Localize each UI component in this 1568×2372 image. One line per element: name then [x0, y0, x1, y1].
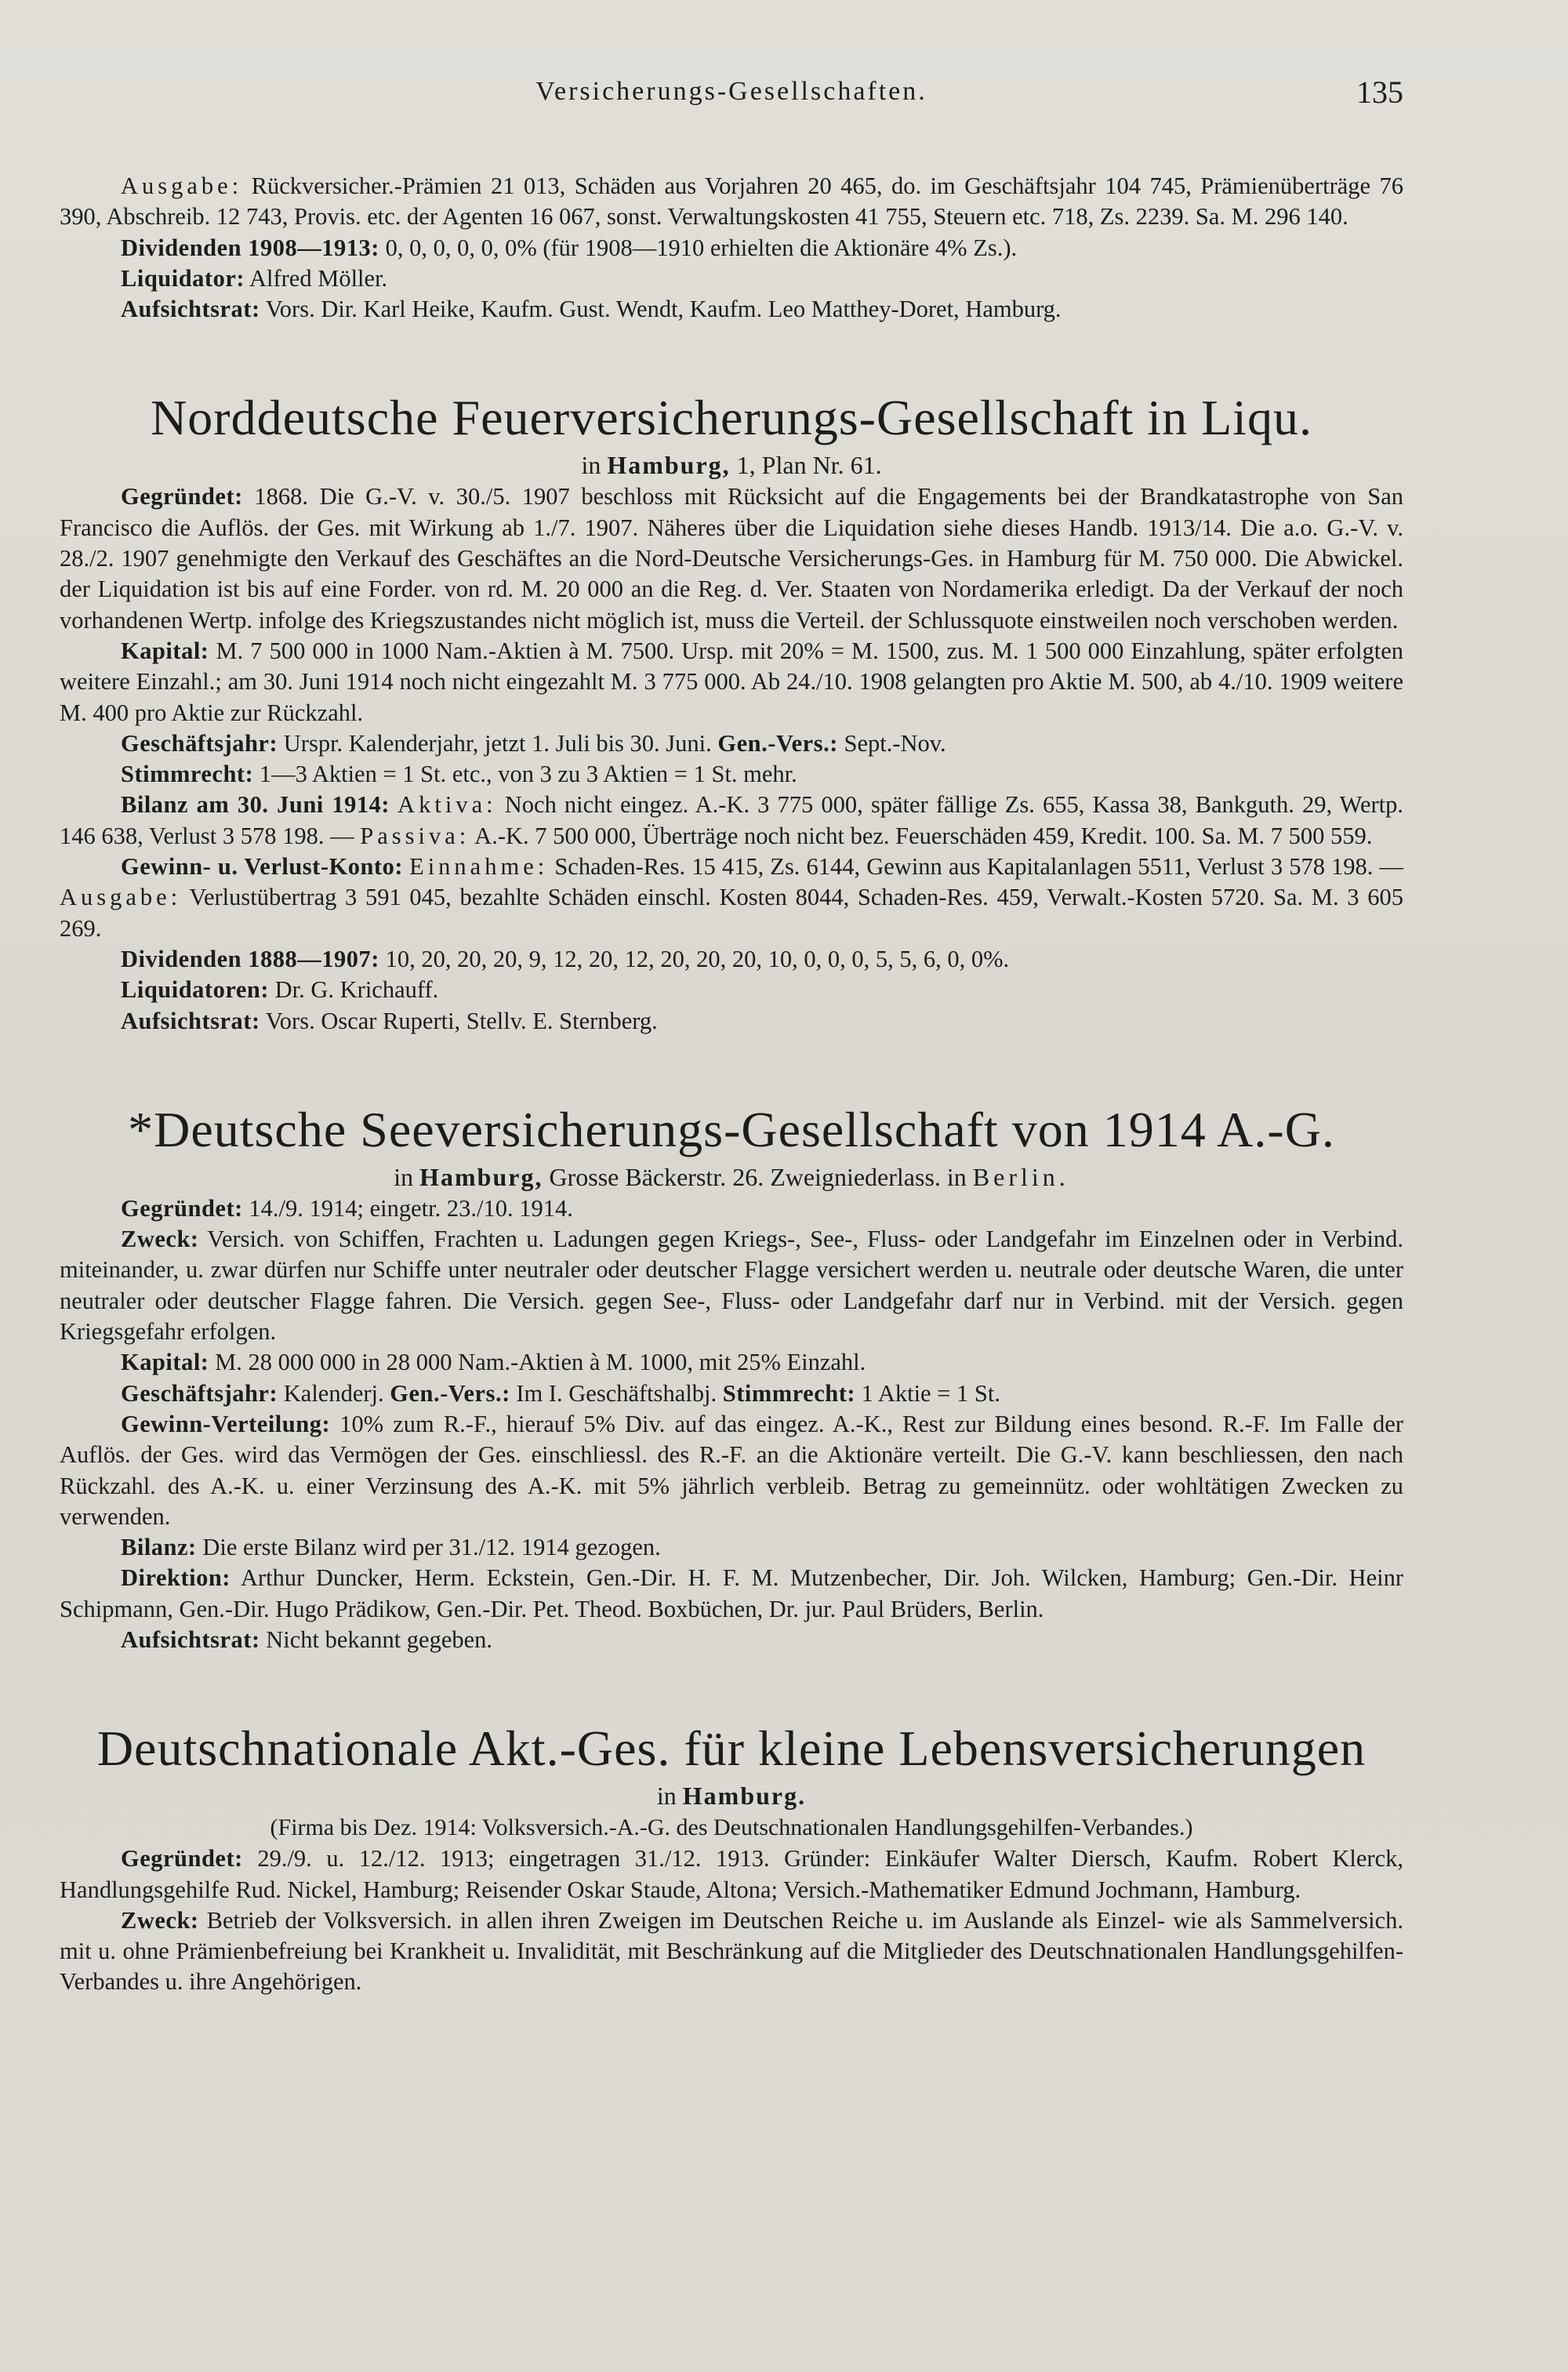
company-address: Grosse Bäckerstr. 26. — [549, 1162, 764, 1191]
gegruendet-text: 1868. Die G.-V. v. 30./5. 1907 beschloss mit Rücksicht auf die Engagements bei der Brandkatastrophe von San Francisco die Auflös. der Ges. mit Wirkung ab 1./7. 1907. Näheres über die Liquidation siehe dieses Handb. 1913/14. Die a.o. G.-V. v. 28./2. 1907 genehmigte den Verkauf des Geschäftes an die Nord-Deutsche Versicherungs-Ges. in Hamburg für M. 750 000. Die Abwickel. der Liquidation ist bis auf eine Forder. von rd. M. 20 000 an die Reg. d. Ver. Staaten von Nordamerika erledigt. Da der Verkauf der noch vorhandenen Wertp. infolge des Kriegszustandes nicht möglich ist, muss die Verteil. der Schlussquote einstweilen noch verschoben werden. — [60, 483, 1404, 634]
gewinnverteilung-paragraph — [60, 1409, 1403, 1532]
branch-city: Berlin. — [972, 1162, 1069, 1191]
aktiva-word: Aktiva: — [397, 791, 497, 819]
gegruendet-text: 14./9. 1914; eingetr. 23./10. 1914. — [249, 1194, 573, 1222]
bilanz-label: Bilanz: — [121, 1534, 197, 1561]
aufsichtsrat-label: Aufsichtsrat: — [121, 1007, 260, 1034]
liquidator-text: Alfred Möller. — [249, 264, 388, 292]
stimmrecht-text: 1 Aktie = 1 St. — [861, 1379, 1000, 1407]
dividenden-paragraph — [60, 233, 1403, 263]
passiva-text: A.-K. 7 500 000, Überträge noch nicht bez. Feuerschäden 459, Kredit. 100. Sa. M. 7 500 559. — [474, 822, 1373, 849]
guv-paragraph — [60, 852, 1403, 944]
geschaeftsjahr-paragraph — [60, 728, 1403, 759]
zweck-paragraph — [60, 1224, 1403, 1347]
former-name-note: (Firma bis Dez. 1914: Volksversich.-A.-G. des Deutschnationalen Handlungsgehilfen-Verbandes.) — [270, 1814, 1193, 1841]
stimmrecht-label: Stimmrecht: — [722, 1379, 856, 1407]
liquidator-label: Liquidator: — [121, 264, 245, 292]
liquidatoren-text: Dr. G. Krichauff. — [274, 976, 439, 1004]
dividenden-label: Dividenden 1908—1913: — [121, 234, 379, 261]
liquidatoren-paragraph — [60, 975, 1403, 1005]
gewinnverteilung-text: 10% zum R.-F., hierauf 5% Div. auf das eingez. A.-K., Rest zur Bildung eines besond. R.-F. Im Falle der Auflös. der Ges. wird das Vermögen der Ges. einschliessl. des R.-F. an die Aktionäre verteilt. Die G.-V. kann beschliessen, den nach Rückzahl. des A.-K. u. einer Verzinsung des A.-K. mit 5% jährlich verbleib. Betrag zu gemeinnütz. oder wohltätigen Zwecken zu verwenden. — [60, 1410, 1403, 1530]
liquidator-paragraph — [60, 263, 1403, 294]
location-prefix: in — [581, 451, 601, 480]
company-title: Norddeutsche Feuerversicherungs-Gesellschaft in Liqu. — [151, 390, 1312, 446]
location-prefix: in — [656, 1782, 677, 1811]
aufsichtsrat-paragraph — [60, 1006, 1403, 1037]
ausgabe-text: Verlustübertrag 3 591 045, bezahlte Schäden einschl. Kosten 8044, Schaden-Res. 459, Verwalt.-Kosten 5720. Sa. M. 3 605 269. — [60, 884, 1403, 942]
company-city: Hamburg, — [419, 1162, 543, 1191]
kapital-text: M. 7 500 000 in 1000 Nam.-Aktien à M. 7500. Ursp. mit 20% = M. 1500, zus. M. 1 500 000 Einzahlung, später erfolgten weitere Einzahl.; am 30. Juni 1914 noch nicht eingezahlt M. 3 775 000. Ab 24./10. 1908 gelangten pro Aktie M. 500, ab 4./10. 1909 weitere M. 400 pro Aktie zur Rückzahl. — [60, 637, 1403, 726]
bilanz-paragraph — [60, 790, 1403, 852]
gewinnverteilung-label: Gewinn-Verteilung: — [121, 1410, 331, 1437]
gegruendet-label: Gegründet: — [121, 483, 243, 510]
direktion-paragraph — [60, 1563, 1403, 1625]
aufsichtsrat-paragraph — [60, 294, 1403, 325]
guv-label: Gewinn- u. Verlust-Konto: — [121, 853, 403, 881]
aktiva-text: Noch nicht eingez. A.-K. 3 775 000, später fällige Zs. 655, Kassa 38, Bankguth. 29, Wertp. 146 638, Verlust 3 578 198. — — [60, 791, 1404, 849]
geschaeftsjahr-text: Urspr. Kalenderjahr, jetzt 1. Juli bis 30. Juni. — [283, 729, 712, 757]
einnahme-text: Schaden-Res. 15 415, Zs. 6144, Gewinn aus Kapitalanlagen 5511, Verlust 3 578 198. — — [554, 853, 1403, 881]
kapital-paragraph — [60, 636, 1403, 728]
company-city: Hamburg, — [607, 451, 731, 480]
company-location — [60, 1161, 1403, 1193]
company-entry-deutschnationale — [60, 1718, 1403, 1997]
gegruendet-paragraph — [60, 481, 1403, 635]
geschaeftsjahr-paragraph — [60, 1379, 1403, 1409]
zweck-label: Zweck: — [121, 1226, 199, 1253]
page-number: 135 — [1356, 74, 1403, 110]
company-city: Hamburg. — [682, 1782, 807, 1811]
running-title: Versicherungs-Gesellschaften. — [535, 77, 927, 106]
company-title: *Deutsche Seeversicherungs-Gesellschaft von 1914 A.-G. — [128, 1101, 1335, 1157]
gegruendet-label: Gegründet: — [121, 1194, 243, 1222]
gegruendet-label: Gegründet: — [121, 1845, 243, 1873]
aufsichtsrat-text: Nicht bekannt gegeben. — [266, 1626, 493, 1653]
zweck-label: Zweck: — [121, 1906, 199, 1934]
ausgabe-text: Rückversicher.-Prämien 21 013, Schäden aus Vorjahren 20 465, do. im Geschäftsjahr 104 745, Prämienüberträge 76 390, Abschreib. 12 743, Provis. etc. der Agenten 16 067, sonst. Verwaltungskosten 41 755, Steuern etc. 718, Zs. 2239. Sa. M. 296 140. — [60, 173, 1404, 231]
page-header — [60, 74, 1403, 132]
aufsichtsrat-text: Vors. Oscar Ruperti, Stellv. E. Sternberg. — [265, 1007, 658, 1034]
stimmrecht-text: 1—3 Aktien = 1 St. etc., von 3 zu 3 Aktien = 1 St. mehr. — [259, 761, 797, 788]
bilanz-paragraph — [60, 1532, 1403, 1563]
ausgabe-word: Ausgabe: — [60, 884, 182, 911]
bilanz-text: Die erste Bilanz wird per 31./12. 1914 gezogen. — [202, 1534, 661, 1561]
liquidatoren-label: Liquidatoren: — [121, 976, 269, 1004]
company-location — [60, 1779, 1403, 1812]
genvers-text: Im I. Geschäftshalbj. — [516, 1379, 717, 1407]
aufsichtsrat-label: Aufsichtsrat: — [121, 296, 260, 323]
dividenden-paragraph — [60, 944, 1403, 975]
gegruendet-text: 29./9. u. 12./12. 1913; eingetragen 31./12. 1913. Gründer: Einkäufer Walter Diersch, Kaufm. Robert Klerck, Handlungsgehilfe Rud. Nickel, Hamburg; Reisender Oskar Staude, Altona; Versich.-Mathematiker Edmund Jochmann, Hamburg. — [60, 1845, 1403, 1903]
gegruendet-paragraph — [60, 1843, 1403, 1905]
branch-text: Zweigniederlass. in — [770, 1162, 967, 1191]
stimmrecht-label: Stimmrecht: — [121, 761, 254, 788]
kapital-label: Kapital: — [121, 1349, 209, 1376]
passiva-word: Passiva: — [360, 822, 470, 849]
location-prefix: in — [394, 1162, 414, 1191]
zweck-text: Betrieb der Volksversich. in allen ihren Zweigen im Deutschen Reiche u. im Auslande als Einzel- wie als Sammelversich. mit u. ohne Prämienbefreiung bei Krankheit u. Invalidität, mit Beschränkung auf die Mitglieder des Deutschnationalen Handlungsgehilfen-Verbandes u. ihre Angehörigen. — [60, 1906, 1404, 1996]
ausgabe-paragraph — [60, 171, 1403, 233]
previous-entry-continuation — [60, 171, 1403, 325]
dividenden-text: 10, 20, 20, 20, 9, 12, 20, 12, 20, 20, 20, 10, 0, 0, 0, 5, 5, 6, 0, 0%. — [385, 945, 1010, 972]
genvers-label: Gen.-Vers.: — [390, 1379, 510, 1407]
zweck-paragraph — [60, 1905, 1403, 1998]
gegruendet-paragraph — [60, 1193, 1403, 1224]
company-address: 1, Plan Nr. 61. — [736, 451, 882, 480]
dividenden-text: 0, 0, 0, 0, 0, 0% (für 1908—1910 erhielten die Aktionäre 4% Zs.). — [385, 234, 1018, 261]
geschaeftsjahr-text: Kalenderj. — [283, 1379, 384, 1407]
company-location — [60, 449, 1403, 481]
aufsichtsrat-label: Aufsichtsrat: — [121, 1626, 260, 1653]
company-title: Deutschnationale Akt.-Ges. für kleine Lebensversicherungen — [96, 1720, 1367, 1777]
company-entry-deutsche-see — [60, 1099, 1403, 1655]
kapital-paragraph — [60, 1347, 1403, 1378]
company-entry-norddeutsche — [60, 387, 1403, 1036]
aufsichtsrat-text: Vors. Dir. Karl Heike, Kaufm. Gust. Wendt, Kaufm. Leo Matthey-Doret, Hamburg. — [265, 296, 1062, 323]
kapital-text: M. 28 000 000 in 28 000 Nam.-Aktien à M. 1000, mit 25% Einzahl. — [215, 1349, 866, 1376]
stimmrecht-paragraph — [60, 759, 1403, 790]
dividenden-label: Dividenden 1888—1907: — [121, 945, 379, 972]
geschaeftsjahr-label: Geschäftsjahr: — [121, 1379, 278, 1407]
bilanz-label: Bilanz am 30. Juni 1914: — [121, 791, 390, 819]
zweck-text: Versich. von Schiffen, Frachten u. Ladungen gegen Kriegs-, See-, Fluss- oder Landgefahr im Einzelnen oder in Verbind. miteinander, u. zwar dürfen nur Schiffe unter neutraler oder deutscher Flagge versichert werden u. neutrale oder deutsche Waren, die unter neutraler oder deutscher Flagge fahren. Die Versich. gegen See-, Fluss- oder Landgefahr darf nur in Verbind. mit der Versich. gegen Kriegsgefahr erfolgen. — [60, 1226, 1404, 1346]
direktion-label: Direktion: — [121, 1564, 230, 1592]
direktion-text: Arthur Duncker, Herm. Eckstein, Gen.-Dir. H. F. M. Mutzenbecher, Dir. Joh. Wilcken, Hamburg; Gen.-Dir. Heinr Schipmann, Gen.-Dir. Hugo Prädikow, Gen.-Dir. Pet. Theod. Boxbüchen, Dr. jur. Paul Brüders, Berlin. — [60, 1564, 1403, 1622]
einnahme-word: Einnahme: — [409, 853, 549, 881]
kapital-label: Kapital: — [121, 637, 209, 664]
aufsichtsrat-paragraph — [60, 1625, 1403, 1655]
genvers-label: Gen.-Vers.: — [717, 729, 838, 757]
genvers-text: Sept.-Nov. — [844, 729, 946, 757]
ausgabe-label: Ausgabe: — [121, 173, 243, 199]
geschaeftsjahr-label: Geschäftsjahr: — [121, 729, 278, 757]
